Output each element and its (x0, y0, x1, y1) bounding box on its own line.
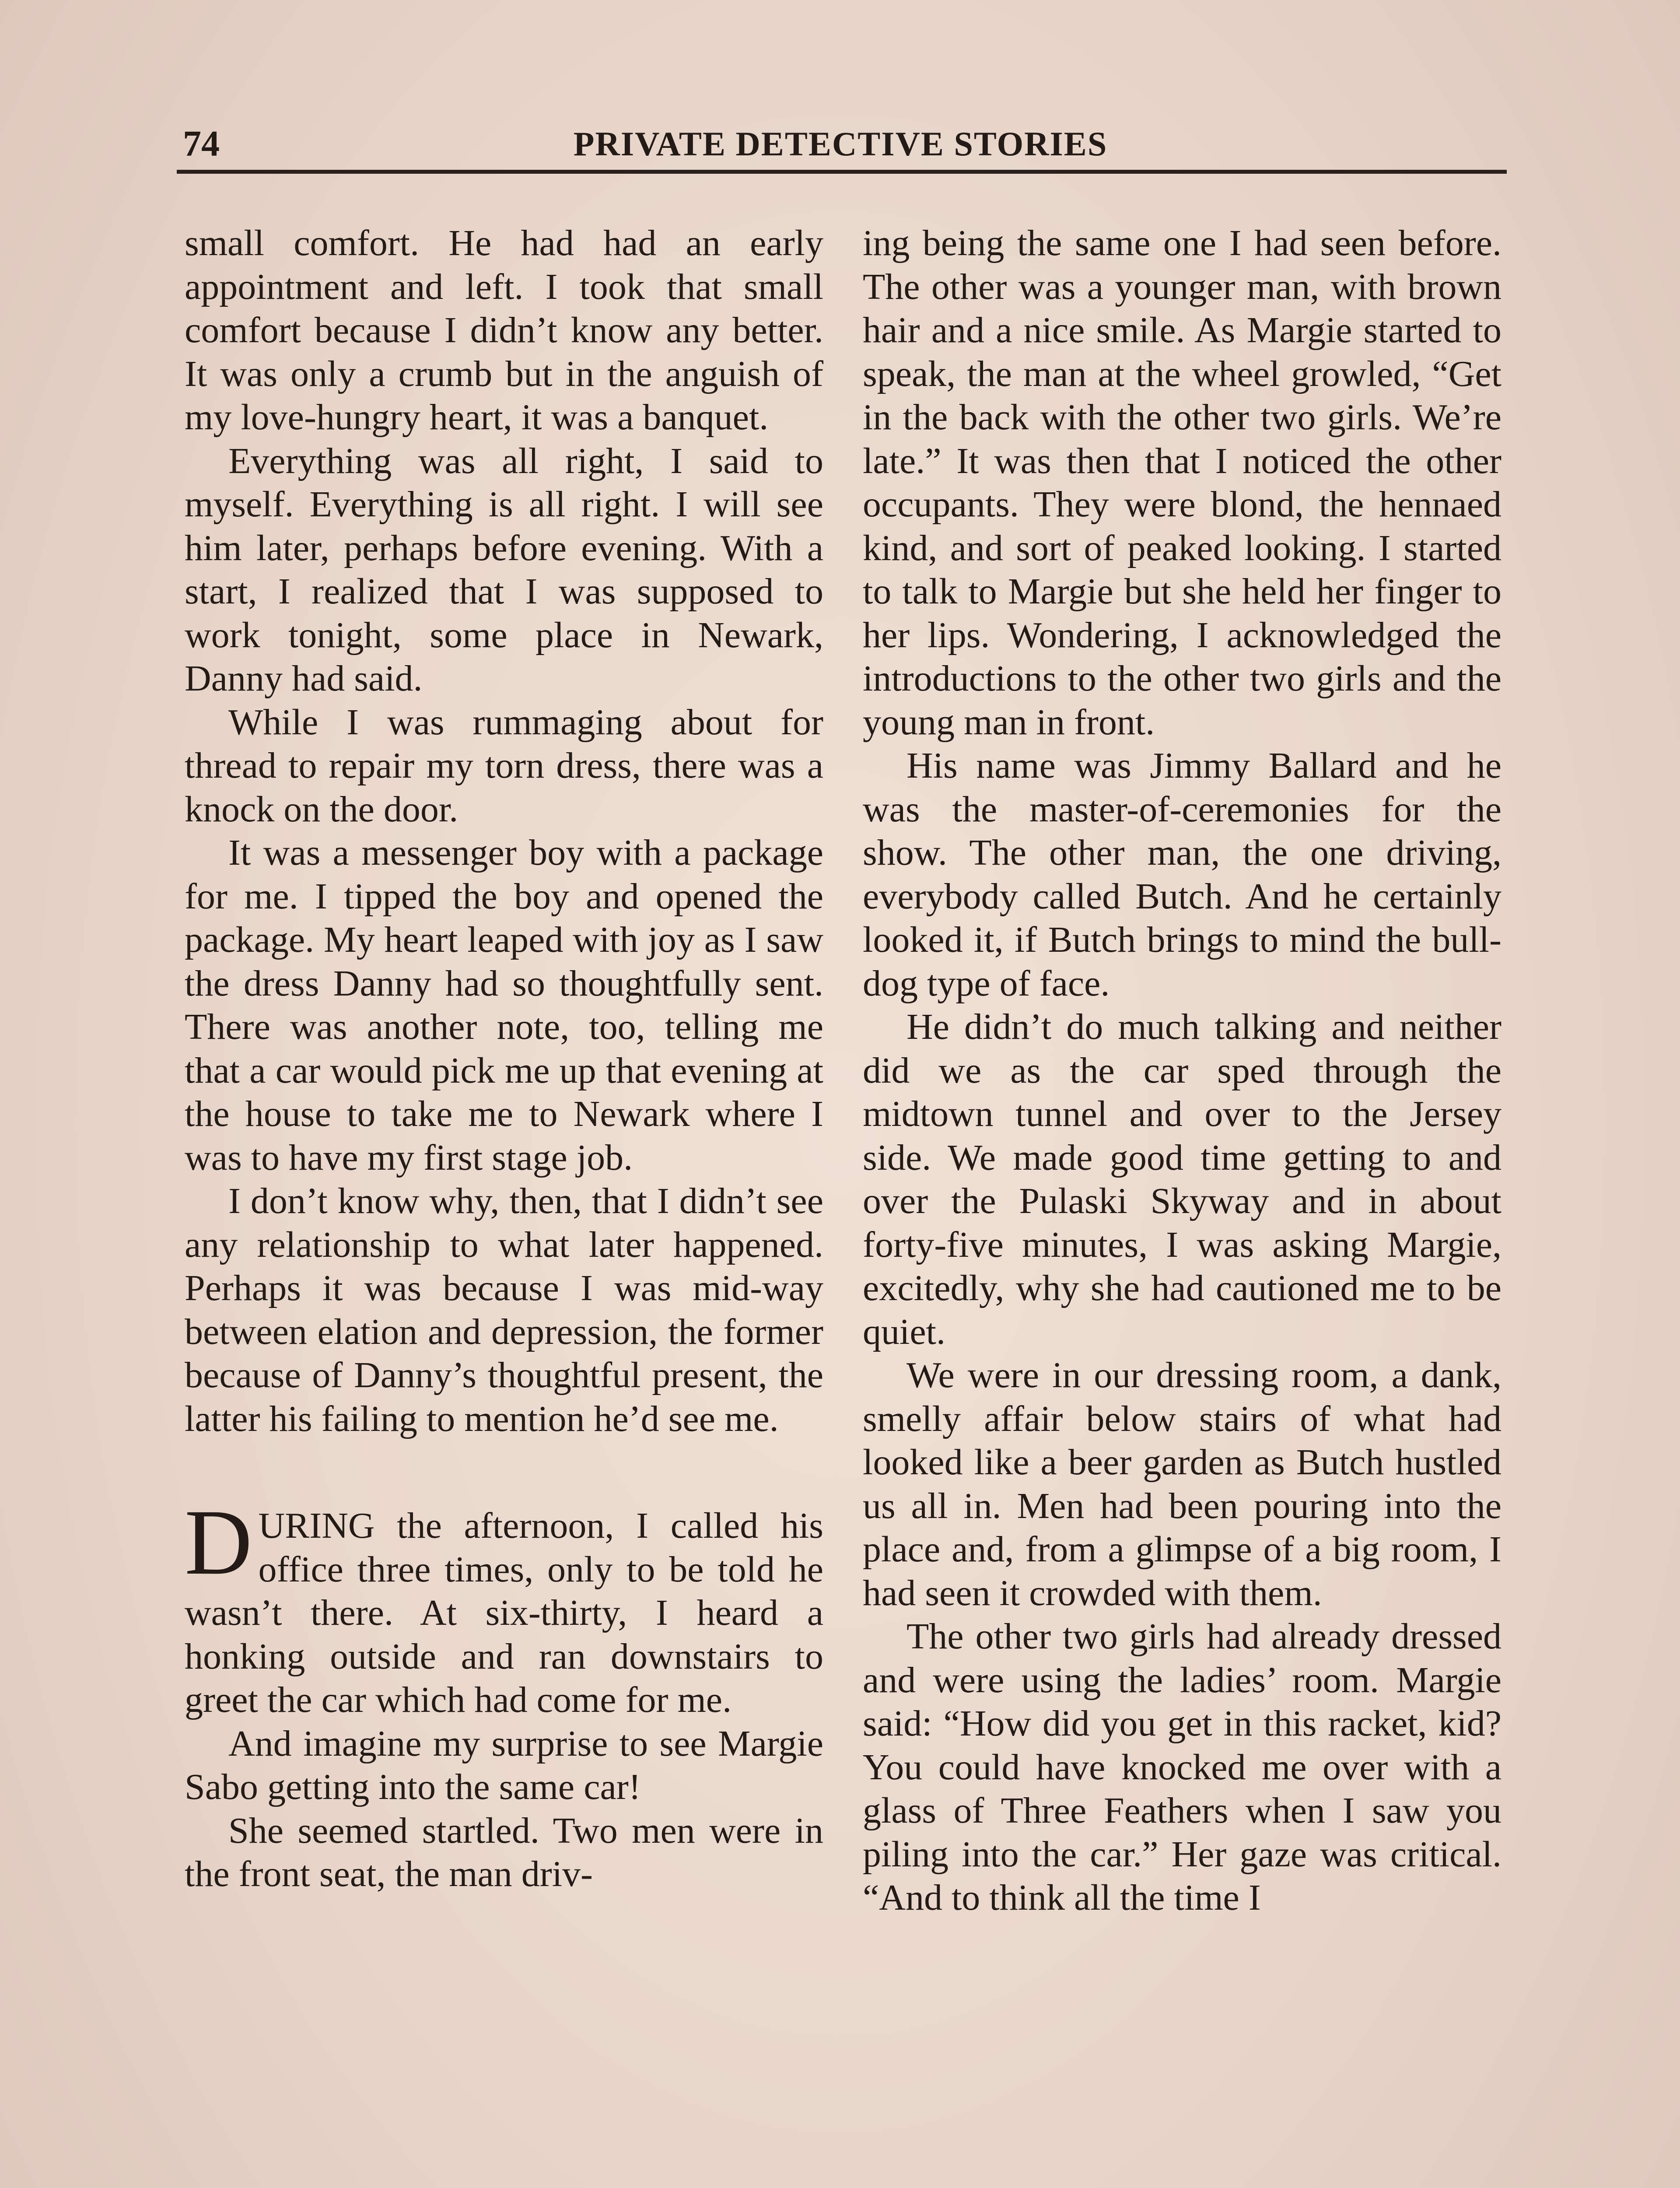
paragraph: It was a messenger boy with a package for me. I tipped the boy and opened the package. My heart leaped with joy as I saw the dress Danny had so thoughtfully sent. There was another note, too, telling me that a car would pick me up that evening at the house to take me to Newark where I was to have my first stage job. (185, 832, 823, 1178)
page-header (183, 118, 1498, 171)
right-column (863, 221, 1502, 1920)
paragraph: His name was Jimmy Ballard and he was the master-of-ceremonies for the show. The other man, the one driving, everybody called Butch. And he certainly looked it, if Butch brings to mind the bull-dog type of face. (863, 745, 1502, 1004)
paragraph: Everything was all right, I said to myself. Everything is all right. I will see him later, perhaps before evening. With a start, I realized that I was supposed to work tonight, some place in Newark, Danny had said. (185, 440, 823, 699)
paragraph: ing being the same one I had seen before. The other was a younger man, with brown hair and a nice smile. As Margie started to speak, the man at the wheel growled, “Get in the back with the other two girls. We’re late.” It was then that I noticed the other occupants. They were blond, the hennaed kind, and sort of peaked looking. I started to talk to Margie but she held her finger to her lips. Wondering, I acknowledged the introductions to the other two girls and the young man in front. (863, 223, 1502, 743)
paragraph-text: URING the afternoon, I called his office three times, only to be told he wasn’t there. At six-thirty, I heard a honking outside and ran downstairs to greet the car which had come for me. (185, 1505, 823, 1720)
running-head-title: PRIVATE DETECTIVE STORIES (573, 125, 1108, 163)
paragraph: The other two girls had already dressed and were using the ladies’ room. Margie said: “How did you get in this racket, kid? You could have knocked me over with a glass of Three Feathers when I saw you piling into the car.” Her gaze was critical. “And to think all the time I (863, 1616, 1502, 1918)
header-rule (177, 170, 1507, 174)
drop-cap: D (185, 1490, 252, 1594)
page-number: 74 (183, 123, 220, 164)
paragraph: We were in our dressing room, a dank, smelly affair below stairs of what had looked like a beer garden as Butch hustled us all in. Men had been pouring into the place and, from a glimpse of a big room, I had seen it crowded with them. (863, 1355, 1502, 1613)
left-column (185, 221, 823, 1896)
paragraph: He didn’t do much talking and neither did we as the car sped through the midtown tunnel and over to the Jersey side. We made good time getting to and over the Pulaski Skyway and in about forty-five minutes, I was asking Margie, excitedly, why she had cautioned me to be quiet. (863, 1006, 1502, 1352)
paragraph: I don’t know why, then, that I didn’t see any relationship to what later happened. Perhaps it was because I was mid-way between elation and depression, the former because of Danny’s thoughtful present, the latter his failing to mention he’d see me. (185, 1181, 823, 1439)
paragraph: While I was rummaging about for thread to repair my torn dress, there was a knock on the door. (185, 701, 823, 830)
paragraph: small comfort. He had had an early appointment and left. I took that small comfort because I didn’t know any better. It was only a crumb but in the anguish of my love-hungry heart, it was a banquet. (185, 223, 823, 438)
paragraph: And imagine my surprise to see Margie Sabo getting into the same car! (185, 1723, 823, 1807)
section-start-paragraph (185, 1490, 823, 1722)
paragraph: She seemed startled. Two men were in the front seat, the man driv- (185, 1810, 823, 1894)
